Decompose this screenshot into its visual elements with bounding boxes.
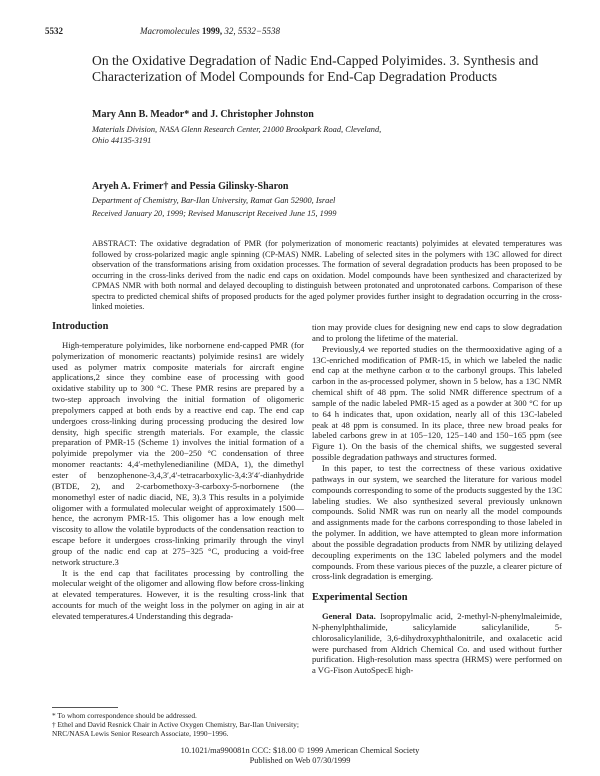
journal-citation [140, 26, 280, 36]
intro-paragraph-4: In this paper, to test the correctness of these various oxidative pathways in our system, we searched the literature for various model compounds corresponding to some of the products suggested by the 13C labeling studies. We also synthesized several previously unknown compounds. Solid NMR was run on nearly all the model compounds and assignments made for the carbons corresponding to those labeled in the polymer. In addition, we have attempted to glean more information about the possible degradation products from NMR by utilizing delayed decoupling experiments on the 13C labeled polymers and the model compounds. From these various pieces of the puzzle, a clearer picture of cross-link degradation is emerging. [312, 462, 562, 582]
footnote-affiliation: † Ethel and David Resnick Chair in Active Oxygen Chemistry, Bar-Ilan University; NRC/NASA Lewis Senior Research Associate, 1990−1996. [52, 720, 299, 739]
intro-paragraph-1: High-temperature polyimides, like norbornene end-capped PMR (for polymerization of monomeric reactants) polyimide resins1 are widely used as polymer matrix composite materials for aircraft engine applications,2 since they combine ease of processing with good oxidative stability up to 300 °C. These PMR resins are prepared by a two-step approach involving the initial formation of oligomeric prepolymers capped at both ends by a reactive end cap. The end cap undergoes cross-linking during processing producing the desired low density, high specific strength materials. For example, the classic preparation of PMR-15 (Scheme 1) involves the initial formation of a polyimide prepolymer via the 200−250 °C condensation of three monomer reactants: 4,4′-methylenedianiline (MDA, 1), the dimethyl ester of benzophenone-3,4,3′,4′-tetracarboxylic-3,4:3′4′-dianhydride (BTDE, 2), and 2-carbomethoxy-3-carboxy-5-norbornene (the monomethyl ester of nadic diacid, NE, 3).3 This results in a polyimide oligomer with a formulated molecular weight of approximately 1500— hence, the acronym PMR-15. This oligomer has a low enough melt viscosity to allow the volatile byproducts of the condensation reaction to escape before it undergoes cross-linking primarily through the vinyl group of the nadic end cap at 275−325 °C, producing a void-free network structure.3 [52, 339, 304, 567]
paper-title: On the Oxidative Degradation of Nadic End-Capped Polyimides. 3. Synthesis and Characterization of Model Compounds for End-Cap Degradation Products [92, 53, 539, 84]
received-dates: Received January 20, 1999; Revised Manuscript Received June 15, 1999 [92, 209, 337, 218]
page-number: 5532 [45, 26, 63, 36]
doi-line: 10.1021/ma990081n CCC: $18.00 © 1999 American Chemical Society [180, 746, 420, 755]
general-data-lead: General Data. [322, 611, 376, 622]
general-data-text: Isopropylmalic acid, 2-methyl-N-phenylmaleimide, N-phenylphthalimide, salicylamide salicylanilide, 5-chlorosalicylanilide, 3,6-dihydroxyphthalonitrile, and oxalacetic acid were purchased from Aldrich Chemical Co. and used without further purification. High-resolution mass spectra (HRMS) were performed on a VG-Fison AutoSpecE high- [312, 611, 562, 676]
intro-paragraph-3: Previously,4 we reported studies on the thermooxidative aging of a 13C-enriched modification of PMR-15, in which we labeled the nadic end cap at the methyne carbon α to the carbonyl groups. This labeled carbon in the as-processed polymer, shown in 5 below, has a 13C NMR chemical shift of 48 ppm. The solid NMR difference spectrum of a sample of the nadic labeled PMR-15 aged as a powder at 300 °C for up to 64 h indicates that, upon oxidation, nearly all of this 13C-labeled peak at 48 ppm is consumed. In its place, three new broad peaks for labeled carbons grew in at 105−120, 125−140 and 150−165 ppm (see Figure 1). On the basis of the chemical shifts, we suggested several possible degradation pathways and structures formed. [312, 343, 562, 463]
footnote-correspondence: * To whom correspondence should be addressed. [52, 711, 197, 720]
intro-paragraph-2-continued: tion may provide clues for designing new end caps to slow degradation and to prolong the lifetime of the material. [312, 322, 562, 343]
footnotes [52, 711, 304, 739]
journal-year: 1999, [201, 26, 223, 36]
experimental-heading: Experimental Section [312, 592, 408, 604]
introduction-heading: Introduction [52, 321, 109, 332]
footnote-rule [52, 707, 118, 708]
right-column [312, 322, 562, 676]
experimental-paragraph-1 [312, 611, 562, 676]
authors-group-2: Aryeh A. Frimer† and Pessia Gilinsky-Sharon [92, 181, 289, 192]
journal-pages: 5532−5538 [237, 26, 280, 36]
abstract: ABSTRACT: The oxidative degradation of PMR (for polymerization of monomeric reactants) polyimides at elevated temperatures was followed by cross-polarized magic angle spinning (CP-MAS) NMR. Labeling of selected sites in the polymers with 13C allowed for direct observation of the transformations arising from oxidation processes. The formation of several degradation products has been proposed to be occurring in the cross-links derived from the nadic end caps on oxidation. Model compounds have been synthesized and characterized by CPMAS NMR with both normal and delayed decoupling to distinguish between protonated and unprotonated carbons. Comparison of these spectra to predicted chemical shifts of proposed products for the aged polymer provides further insight to degradation occurring in the cross-linked moieties. [92, 239, 562, 311]
intro-paragraph-2: It is the end cap that facilitates processing by controlling the molecular weight of the oligomer and allowing flow before cross-linking at elevated temperatures. However, it is the resulting cross-link that accounts for much of the weight loss in the polymer on aging in air at elevated temperatures.4 Understanding this degrada- [52, 567, 304, 621]
left-column [52, 322, 304, 622]
affiliation-2: Department of Chemistry, Bar-Ilan University, Ramat Gan 52900, Israel [92, 196, 336, 205]
journal-name: Macromolecules [140, 26, 200, 36]
authors-group-1: Mary Ann B. Meador* and J. Christopher Johnston [92, 109, 314, 120]
publication-date: Published on Web 07/30/1999 [249, 756, 351, 765]
affiliation-1: Materials Division, NASA Glenn Research Center, 21000 Brookpark Road, Cleveland, Ohio 44135-3191 [92, 125, 382, 145]
journal-volume: 32, [224, 26, 236, 36]
